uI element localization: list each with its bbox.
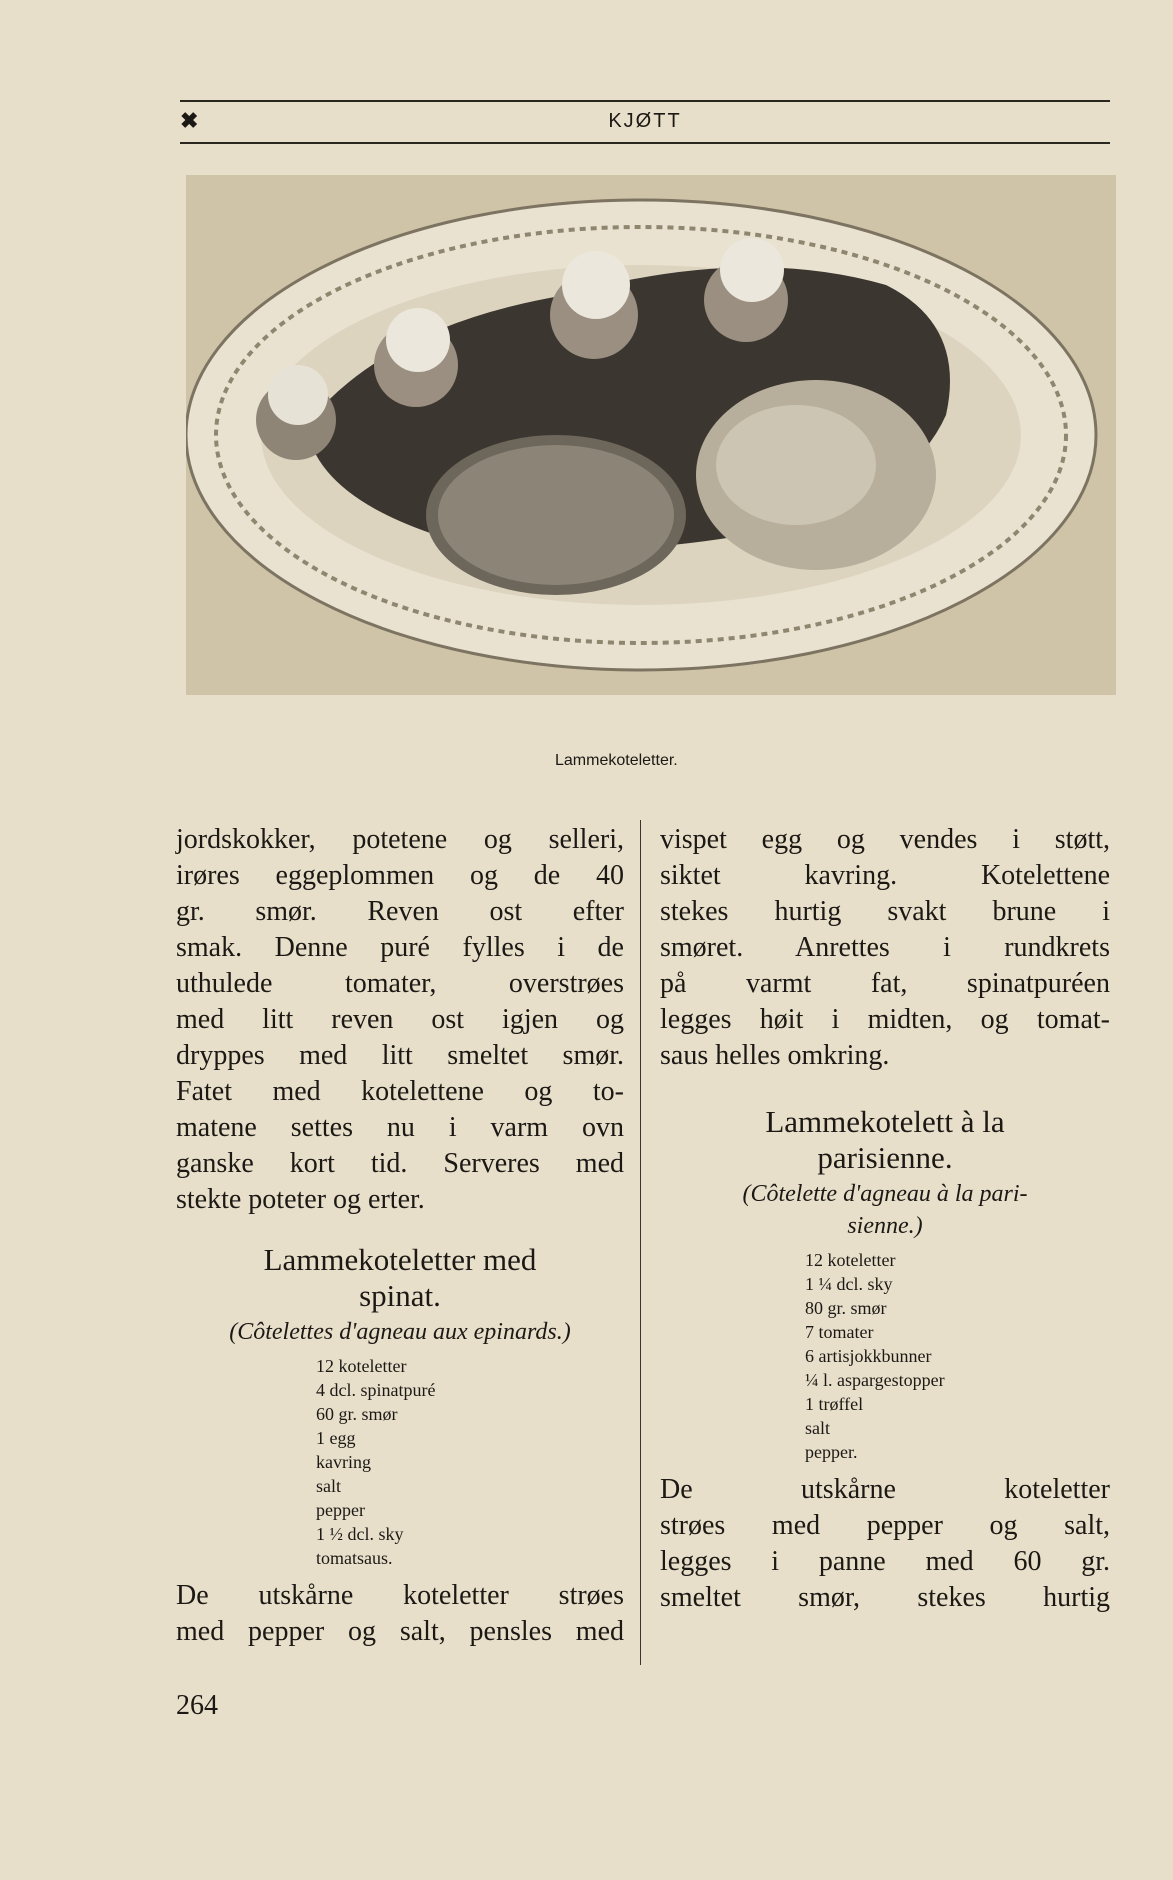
text-line: smak. Denne puré fylles i de bbox=[176, 932, 624, 963]
ingredient-item: tomatsaus. bbox=[316, 1548, 393, 1568]
ingredient-item: pepper. bbox=[805, 1442, 858, 1462]
recipe-heading-line: parisienne. bbox=[817, 1140, 953, 1175]
text-line: smøret. Anrettes i rundkrets bbox=[660, 932, 1110, 963]
ingredient-item: 1 ½ dcl. sky bbox=[316, 1524, 404, 1544]
figure-caption: Lammekoteletter. bbox=[555, 752, 678, 769]
page-number: 264 bbox=[176, 1690, 218, 1721]
text-line: stekte poteter og erter. bbox=[176, 1184, 425, 1215]
ingredient-item: ¼ l. aspargestopper bbox=[805, 1370, 945, 1390]
text-line: uthulede tomater, overstrøes bbox=[176, 968, 624, 999]
running-header bbox=[180, 100, 1110, 144]
text-line: ganske kort tid. Serveres med bbox=[176, 1148, 624, 1179]
recipe-subheading-line: sienne.) bbox=[847, 1213, 923, 1239]
text-line: De utskårne koteletter bbox=[660, 1474, 1110, 1505]
recipe-subheading: (Côtelettes d'agneau aux epinards.) bbox=[229, 1319, 571, 1345]
ingredient-item: kavring bbox=[316, 1452, 371, 1472]
text-line: siktet kavring. Kotelettene bbox=[660, 860, 1110, 891]
left-column bbox=[176, 822, 624, 1650]
text-line: på varmt fat, spinatpuréen bbox=[660, 968, 1110, 999]
ornament-mark: ✖ bbox=[180, 108, 199, 133]
text-line: gr. smør. Reven ost efter bbox=[176, 896, 624, 927]
dish-photo bbox=[186, 175, 1116, 695]
ingredient-item: 60 gr. smør bbox=[316, 1404, 398, 1424]
ingredient-item: 12 koteletter bbox=[316, 1356, 407, 1376]
ingredient-item: 7 tomater bbox=[805, 1322, 874, 1342]
recipe-heading-line: Lammekotelett à la bbox=[765, 1104, 1005, 1139]
text-line: smeltet smør, stekes hurtig bbox=[660, 1582, 1110, 1613]
ingredient-item: salt bbox=[316, 1476, 341, 1496]
text-line: Fatet med kotelettene og to- bbox=[176, 1076, 624, 1107]
ingredient-list bbox=[660, 1248, 1110, 1464]
text-line: legges høit i midten, og tomat- bbox=[660, 1004, 1110, 1035]
text-line: med pepper og salt, pensles med bbox=[176, 1616, 624, 1647]
recipe-heading bbox=[176, 1242, 624, 1314]
ingredient-item: 1 trøffel bbox=[805, 1394, 864, 1414]
text-line: saus helles omkring. bbox=[660, 1040, 890, 1071]
running-title: KJØTT bbox=[608, 110, 682, 132]
text-line: med litt reven ost igjen og bbox=[176, 1004, 624, 1035]
recipe-subheading bbox=[660, 1178, 1110, 1242]
ingredient-list bbox=[176, 1354, 624, 1570]
ingredient-item: 6 artisjokkbunner bbox=[805, 1346, 932, 1366]
ingredient-item: 1 egg bbox=[316, 1428, 356, 1448]
recipe-heading bbox=[660, 1104, 1110, 1176]
ingredient-item: 12 koteletter bbox=[805, 1250, 896, 1270]
text-line: legges i panne med 60 gr. bbox=[660, 1546, 1110, 1577]
ingredient-item: 80 gr. smør bbox=[805, 1298, 887, 1318]
text-line: strøes med pepper og salt, bbox=[660, 1510, 1110, 1541]
text-line: vispet egg og vendes i støtt, bbox=[660, 824, 1110, 855]
text-line: jordskokker, potetene og selleri, bbox=[176, 824, 624, 855]
ingredient-item: 1 ¼ dcl. sky bbox=[805, 1274, 893, 1294]
text-line: De utskårne koteletter strøes bbox=[176, 1580, 624, 1611]
text-line: dryppes med litt smeltet smør. bbox=[176, 1040, 624, 1071]
recipe-heading-line: Lammekoteletter med bbox=[263, 1242, 537, 1277]
ingredient-item: 4 dcl. spinatpuré bbox=[316, 1380, 436, 1400]
recipe-heading-line: spinat. bbox=[359, 1278, 441, 1313]
column-divider bbox=[640, 820, 641, 1665]
ingredient-item: salt bbox=[805, 1418, 830, 1438]
text-line: matene settes nu i varm ovn bbox=[176, 1112, 624, 1143]
recipe-subheading-line: (Côtelette d'agneau à la pari- bbox=[742, 1181, 1028, 1207]
right-column bbox=[660, 822, 1110, 1616]
text-line: irøres eggeplommen og de 40 bbox=[176, 860, 624, 891]
text-line: stekes hurtig svakt brune i bbox=[660, 896, 1110, 927]
ingredient-item: pepper bbox=[316, 1500, 365, 1520]
